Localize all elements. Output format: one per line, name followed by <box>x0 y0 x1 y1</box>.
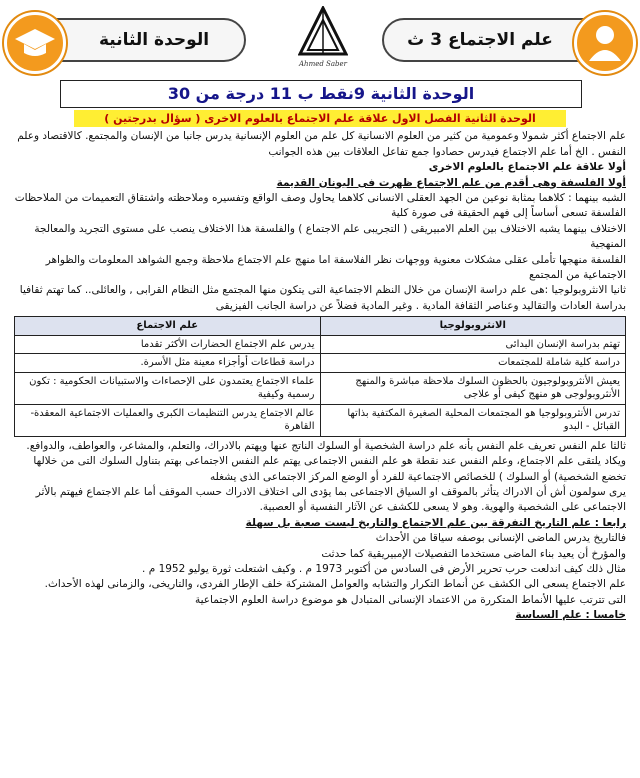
table-cell: تدرس الأنثروبولوجيا هو المجتمعات المحلية الصغيرة المكتفية بذاتها القبائل - البدو <box>320 404 626 436</box>
paragraph-7: ثانيا الانثروبولوجيا :هى علم دراسة الإنسان من خلال النظم الاجتماعية التى يتكون منها المجتمع مثل النظام القرابى , والعائلى.. كما تهتم ثقافيا بدراسة العادات والتقاليد وعناصر الثقافة المادية . وغير المادية فضلاً عن دراسة الجانب الفيزيقى <box>19 284 626 312</box>
page-title: الوحدة الثانية 9نقط ب 11 درجة من 30 <box>60 80 582 108</box>
table-header-row <box>15 317 626 336</box>
table-row <box>15 404 626 436</box>
header <box>4 4 636 78</box>
table-cell: عالم الاجتماع يدرس التنظيمات الكبرى والعمليات الاجتماعية المعقدة-القاهرة <box>15 404 321 436</box>
paragraph-6: الفلسفة منهجها تأملى عقلى مشكلات معنوية ووجهات نظر الفلاسفة اما منهج علم الاجتماع ملاحظة وجمع الشواهد المعلومات والظواهر الاجتماعية من المجتمع <box>45 253 626 282</box>
table-row <box>15 354 626 373</box>
table-header: الانثروبولوجيا <box>320 317 626 336</box>
paragraph-3: أولا الفلسفة وهى أقدم من علم الاجتماع ظهرت فى اليونان القديمة <box>276 176 626 189</box>
paragraph-8: ثالثا علم النفس تعريف علم النفس بأنه علم دراسة الشخصية أو السلوك الناتج عنها ويهتم بالادراك، والتعلم، والمشاعر، والعواطف، والدوافع. ويكاد يلتقى علم الاجتماع، وعلم النفس عند نقطة هو علم النفس الاجتماعى يهتم علم النفس الاجتماعى بهتم بتناول السلوك التى من خلالها تخضع الشخصية) أو السلوك ) للخصائص الاجتماعية للفرد أو الوضع المركز الاجتماعى الذى يشغله <box>26 439 626 483</box>
paragraph-5: الاختلاف بينهما يشبه الاختلاف بين العلم الامبيريقى ( التجريبى علم الاجتماع ) والفلسفة هذا الاختلاف ينصب على مستوى التجريد والمعالجة المنهجية <box>34 222 626 251</box>
table-cell: يدرس علم الاجتماع الحضارات الأكثر تقدما <box>15 335 321 354</box>
table-cell: دراسة كلية شاملة للمجتمعات <box>320 354 626 373</box>
paragraph-4: الشبه بينهما : كلاهما بمثابة نوعين من الجهد العقلى الانسانى كلاهما يحاول وصف الواقع وتفسيره وملاحظته واشتقاق التعميمات من الملاحظات الفلسفة تسعى أساساً إلى فهم الحقيقة فى صورة كلية <box>14 192 626 220</box>
paragraph-11: فالتاريخ يدرس الماضى الإنسانى بوصفه سياقا من الأحداث <box>375 532 626 545</box>
paragraph-16: خامسا : علم السياسة <box>515 609 626 622</box>
logo-text: Ahmed Saber <box>299 60 347 68</box>
unit-title: الوحدة الثانية <box>98 30 210 50</box>
paragraph-14: علم الاجتماع يسعى الى الكشف عن أنماط التكرار والتشابه والعوامل المشتركة خلف الإطار الفردى، والتاريخى، والزمانى لهذه الأحداث. <box>44 578 626 591</box>
paragraph-15: التى تترتب عليها الأنماط المتكررة من الاعتماد الإنسانى المتبادل هو موضوع دراسة العلوم الاجتماعية <box>194 593 626 606</box>
table-cell: يعيش الأنثروبولوجيون بالحظون السلوك ملاحظة مباشرة والمنهج الأنثروبولوجى هو منهج كيفى أو علاجى <box>320 372 626 404</box>
table-header: علم الاجتماع <box>15 317 321 336</box>
paragraph-9: يرى سولمون أش أن الادراك يتأثر بالموقف او السياق الاجتماعى بما يؤدى الى اختلاف الادراك حسب الموقف أما علم الاجتماع فيهتم بالأثر الاجتماعى على الشخصية والهوية. وهو لا يسعى للكشف عن الآثار النفسية أو العصبية. <box>35 486 626 514</box>
paragraph-1: علم الاجتماع أكثر شمولا وعمومية من كثير من العلوم الانسانية كل علم من العلوم الإنسانية يدرس جانبا من الإنسان والمجتمع. كالاقتصاد وعلم النفس . الخ أما علم الاجتماع فيدرس حصادوا جمع تفاعل العلاقات بين هذه الجوانب <box>17 130 626 158</box>
paragraph-10: رابعا : علم التاريخ التفرقة بين علم الاجتماع والتاريخ ليست صعبة بل سهلة <box>245 516 626 529</box>
table-cell: تهتم بدراسة الإنسان البدائى <box>320 335 626 354</box>
comparison-table <box>14 316 626 437</box>
paragraph-12: والمؤرخ أن يعيد بناء الماضى مستخدما التفصيلات الإمبيريقية كما حدثت <box>321 547 626 560</box>
paragraph-2: أولا علاقة علم الاجتماع بالعلوم الاخرى <box>428 161 626 174</box>
table-cell: دراسة قطاعات أوأجزاء معينة مثل الأسرة. <box>15 354 321 373</box>
brand-logo <box>298 6 348 72</box>
graduation-cap-icon <box>4 12 66 74</box>
table-row <box>15 335 626 354</box>
paragraph-13: مثال ذلك كيف اندلعت حرب تحرير الأرض فى السادس من أكتوبر 1973 م . وكيف اشتعلت ثورة يوليو 1952 م . <box>142 563 626 576</box>
chapter-highlight-bar: الوحدة الثانية الفصل الاول علاقة علم الاجتماع بالعلوم الاخرى ( سؤال بدرجتين ) <box>74 110 566 127</box>
table-row <box>15 372 626 404</box>
student-icon <box>574 12 636 74</box>
document-body <box>14 110 626 624</box>
subject-title: علم الاجتماع 3 ث <box>407 30 553 50</box>
table-cell: علماء الاجتماع يعتمدون على الإحصاءات والاستبيانات الحكومية : تكون رسمية وكيفية <box>15 372 321 404</box>
